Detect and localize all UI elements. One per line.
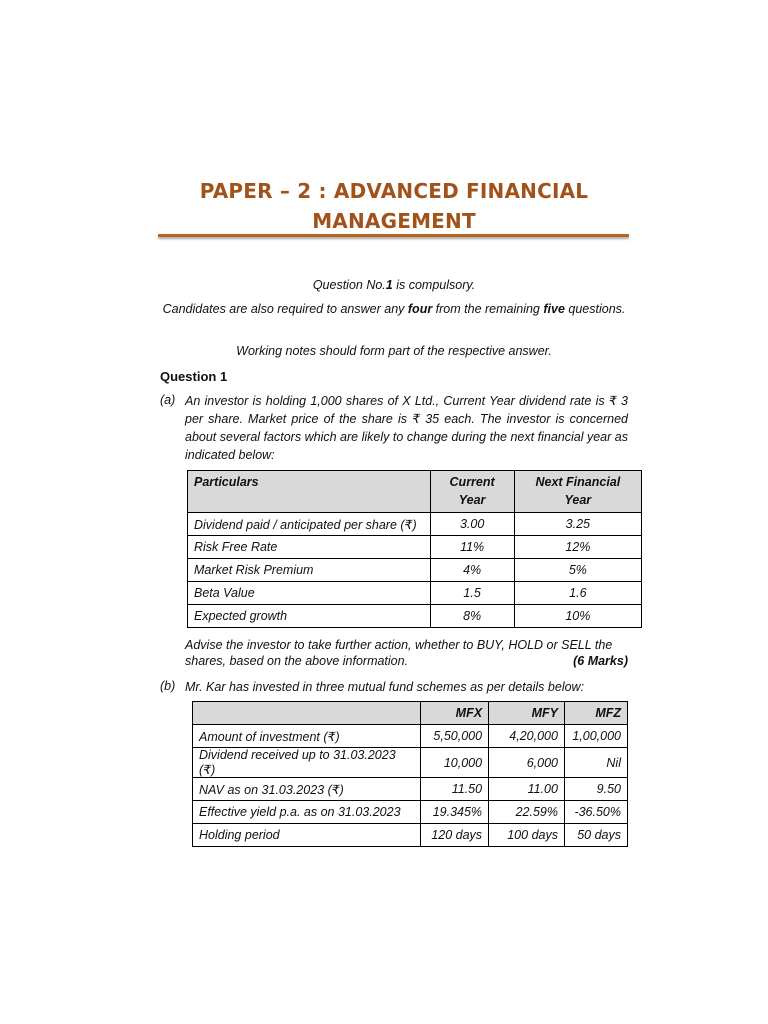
table-cell: 10% xyxy=(514,605,641,628)
table-cell: NAV as on 31.03.2023 (₹) xyxy=(193,778,421,801)
table-cell: 9.50 xyxy=(564,778,627,801)
table-cell: Dividend received up to 31.03.2023 (₹) xyxy=(193,748,421,778)
table-cell: 120 days xyxy=(421,824,489,847)
table-cell: Effective yield p.a. as on 31.03.2023 xyxy=(193,801,421,824)
table-cell: 100 days xyxy=(489,824,565,847)
dividend-factors-table xyxy=(187,470,642,628)
instruction-text: questions. xyxy=(564,302,626,316)
table-cell: 50 days xyxy=(564,824,627,847)
table-cell: 1,00,000 xyxy=(564,725,627,748)
advise-text-line1: Advise the investor to take further action, whether to BUY, HOLD or SELL the xyxy=(185,638,613,652)
table-header-cell xyxy=(193,702,421,725)
part-b-text: Mr. Kar has invested in three mutual fund schemes as per details below: xyxy=(185,680,585,694)
table-header-row xyxy=(193,702,628,725)
table-cell: Risk Free Rate xyxy=(188,536,431,559)
table-cell: 5,50,000 xyxy=(421,725,489,748)
table-row xyxy=(188,582,642,605)
table-header-cell: MFY xyxy=(489,702,565,725)
table-cell: 1.6 xyxy=(514,582,641,605)
instruction-emphasis: five xyxy=(543,302,565,316)
title-underline xyxy=(158,234,629,237)
instruction-text: Question No. xyxy=(312,278,386,292)
table-row xyxy=(193,725,628,748)
table-cell: 1.5 xyxy=(430,582,514,605)
instruction-text: Candidates are also required to answer any xyxy=(162,302,408,316)
table-cell: 6,000 xyxy=(489,748,565,778)
table-cell: Expected growth xyxy=(188,605,431,628)
instruction-text: from the remaining xyxy=(432,302,544,316)
table-cell: 11% xyxy=(430,536,514,559)
table-row xyxy=(193,801,628,824)
table-header-cell: Next Financial Year xyxy=(514,471,641,513)
part-b-label: (b) xyxy=(160,679,176,693)
table-cell: 10,000 xyxy=(421,748,489,778)
table-cell: 3.25 xyxy=(514,513,641,536)
instruction-choice xyxy=(160,301,628,318)
table-cell: 4,20,000 xyxy=(489,725,565,748)
part-a-label: (a) xyxy=(160,393,176,407)
table-cell: 11.00 xyxy=(489,778,565,801)
table-header-cell: MFX xyxy=(421,702,489,725)
paper-title-line2: MANAGEMENT xyxy=(312,209,476,233)
paper-title-line1: PAPER – 2 : ADVANCED FINANCIAL xyxy=(199,179,589,203)
table-cell: Holding period xyxy=(193,824,421,847)
instruction-text: is compulsory. xyxy=(392,278,476,292)
table-cell: Nil xyxy=(564,748,627,778)
table-cell: 22.59% xyxy=(489,801,565,824)
table-cell: Beta Value xyxy=(188,582,431,605)
table-row xyxy=(188,513,642,536)
instruction-emphasis: four xyxy=(407,302,433,316)
table-header-row xyxy=(188,471,642,513)
table-cell: Amount of investment (₹) xyxy=(193,725,421,748)
mutual-fund-table xyxy=(192,701,628,847)
advise-text-line2-row xyxy=(185,654,628,668)
table-cell: 5% xyxy=(514,559,641,582)
question-number: 1 xyxy=(385,278,393,292)
part-a-text: An investor is holding 1,000 shares of X Ltd., Current Year dividend rate is ₹ 3 per share. Market price of the share is ₹ 35 each. The investor is concerned about several factors which are likely to change during the next financial year as indicated below: xyxy=(185,394,628,462)
table-cell: 4% xyxy=(430,559,514,582)
question-heading: Question 1 xyxy=(160,369,228,384)
marks-label: (6 Marks) xyxy=(573,654,628,668)
table-cell: 12% xyxy=(514,536,641,559)
table-row xyxy=(193,824,628,847)
table-row xyxy=(193,778,628,801)
table-cell: -36.50% xyxy=(564,801,627,824)
table-row xyxy=(188,536,642,559)
table-row xyxy=(188,605,642,628)
advise-text-line2: shares, based on the above information. xyxy=(185,654,409,668)
instruction-working-notes: Working notes should form part of the respective answer. xyxy=(236,344,552,358)
table-header-cell: Particulars xyxy=(188,471,431,513)
table-cell: Market Risk Premium xyxy=(188,559,431,582)
table-header-cell: MFZ xyxy=(564,702,627,725)
table-cell: 8% xyxy=(430,605,514,628)
table-header-cell: Current Year xyxy=(430,471,514,513)
table-cell: Dividend paid / anticipated per share (₹) xyxy=(188,513,431,536)
table-cell: 19.345% xyxy=(421,801,489,824)
table-row xyxy=(193,748,628,778)
table-cell: 11.50 xyxy=(421,778,489,801)
table-row xyxy=(188,559,642,582)
table-cell: 3.00 xyxy=(430,513,514,536)
instruction-compulsory xyxy=(160,277,628,294)
paper-title xyxy=(160,176,628,236)
